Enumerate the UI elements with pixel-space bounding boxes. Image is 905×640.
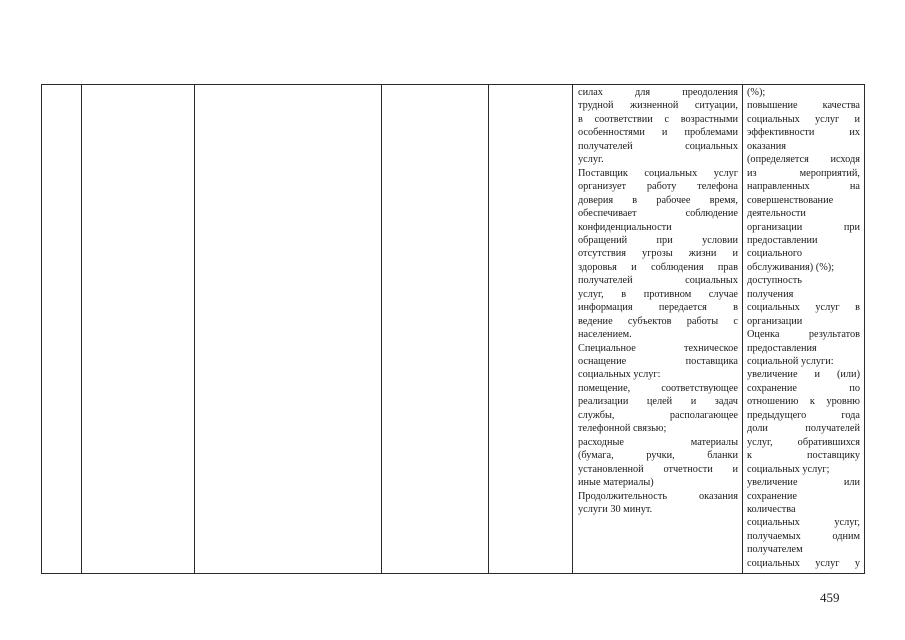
table-column-border xyxy=(742,84,743,574)
text-line: из мероприятий, xyxy=(747,167,860,179)
text-line: социальных услуг; xyxy=(747,463,830,475)
text-line: особенностями и проблемами xyxy=(578,127,738,139)
text-line: службы, располагающее xyxy=(578,409,738,421)
text-line: повышение качества xyxy=(747,100,860,112)
text-line: (%); xyxy=(747,87,766,98)
text-line: получаемых одним xyxy=(747,530,860,542)
table-cell-number xyxy=(42,84,81,574)
text-line: социальных услуг у xyxy=(747,557,860,569)
text-line: доступность xyxy=(747,275,802,287)
text-line: предыдущего года xyxy=(747,409,860,421)
text-line: социальных услуг и xyxy=(747,113,860,125)
text-line: предоставлении xyxy=(747,234,818,246)
text-line: услуг, обратившихся xyxy=(747,436,860,448)
text-line: организации при xyxy=(747,221,860,233)
text-line: доли получателей xyxy=(747,423,860,435)
text-line: социальных услуг, xyxy=(747,517,860,529)
text-line: услуг. xyxy=(578,154,604,166)
text-line: социальных услуг: xyxy=(578,369,661,381)
text-line: населением. xyxy=(578,329,632,341)
text-line: иные материалы) xyxy=(578,477,654,489)
text-line: конфиденциальности xyxy=(578,221,672,233)
table-cell-deadline xyxy=(382,84,488,574)
table-cell-service-description xyxy=(195,84,381,574)
text-line: получения xyxy=(747,288,794,300)
text-line: деятельности xyxy=(747,208,806,220)
page-number: 459 xyxy=(820,590,840,605)
text-line: (определяется исходя xyxy=(747,154,860,166)
text-line: Продолжительность оказания xyxy=(578,490,738,502)
text-line: здоровья и соблюдения прав xyxy=(578,261,738,273)
text-line: получателем xyxy=(747,544,803,556)
text-line: в соответствии с возрастными xyxy=(578,113,738,125)
text-line: расходные материалы xyxy=(578,436,738,448)
text-line: услуги 30 минут. xyxy=(578,503,653,515)
text-line: сохранение xyxy=(747,490,798,502)
text-line: силах для преодоления xyxy=(578,87,738,98)
text-line: (бумага, ручки, бланки xyxy=(578,450,738,462)
text-line: количества xyxy=(747,503,796,515)
text-line: ведение субъектов работы с xyxy=(578,315,738,327)
text-line: организации xyxy=(747,315,803,327)
text-line: сохранение по xyxy=(747,382,860,394)
text-line: Оценка результатов xyxy=(747,329,860,341)
text-line: организует работу телефона xyxy=(578,181,738,193)
text-line: помещение, соответствующее xyxy=(578,382,738,394)
text-line: Специальное техническое xyxy=(578,342,738,354)
text-line: социальной услуги: xyxy=(747,356,834,367)
text-line: услуг, в противном случае xyxy=(578,288,738,300)
text-line: обслуживания) (%); xyxy=(747,261,835,273)
text-line: получателей социальных xyxy=(578,140,738,152)
services-table xyxy=(41,84,865,574)
text-line: обеспечивает соблюдение xyxy=(578,208,738,220)
text-line: обращений при условии xyxy=(578,234,738,246)
text-line: информация передается в xyxy=(578,302,738,314)
text-line: реализации целей и задач xyxy=(578,396,738,408)
text-line: увеличение и (или) xyxy=(747,369,860,381)
table-cell-service-conditions xyxy=(578,84,738,574)
table-cell-quality-indicators xyxy=(747,84,860,574)
text-line: телефонной связью; xyxy=(578,423,667,435)
text-line: социального xyxy=(747,248,803,260)
table-cell-service-name xyxy=(82,84,194,574)
table-column-border xyxy=(572,84,573,574)
text-line: оказания xyxy=(747,140,786,152)
text-line: получателей социальных xyxy=(578,275,738,287)
text-line: направленных на xyxy=(747,181,860,193)
text-line: к поставщику xyxy=(747,450,860,462)
text-line: эффективности их xyxy=(747,127,860,139)
text-line: совершенствование xyxy=(747,194,834,206)
text-line: доверия в рабочее время, xyxy=(578,194,738,206)
table-column-border xyxy=(864,84,865,574)
text-line: установленной отчетности и xyxy=(578,463,738,475)
text-line: трудной жизненной ситуации, xyxy=(578,100,738,112)
text-line: отношению к уровню xyxy=(747,396,860,408)
table-cell-norms xyxy=(489,84,572,574)
text-line: Поставщик социальных услуг xyxy=(578,167,738,179)
text-line: оснащение поставщика xyxy=(578,356,738,367)
text-line: увеличение или xyxy=(747,477,860,489)
text-line: отсутствия угрозы жизни и xyxy=(578,248,738,260)
text-line: социальных услуг в xyxy=(747,302,860,314)
text-line: предоставления xyxy=(747,342,817,354)
